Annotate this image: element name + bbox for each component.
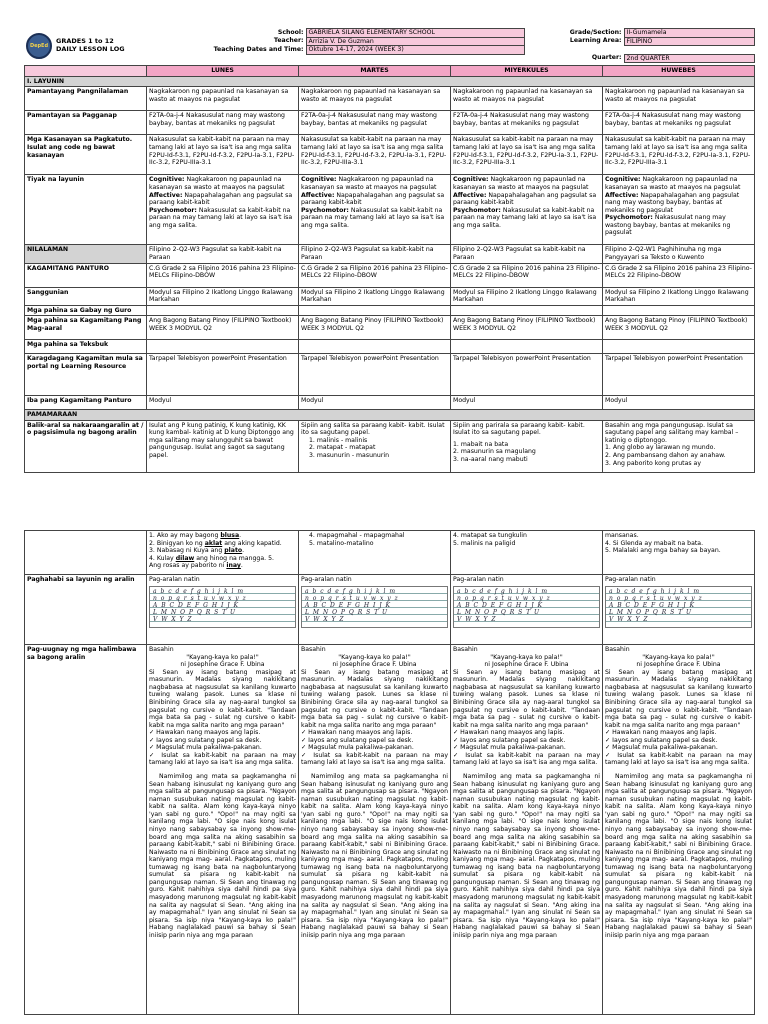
cell: Modyul sa Filipino 2 Ikatlong Linggo Ikalawang Markahan (603, 287, 755, 305)
cursive-line: A B C D E F G H I J K (609, 601, 696, 609)
row-pangnilalaman (25, 87, 755, 111)
cell: Tarpapel Telebisyon powerPoint Presentation (603, 354, 755, 396)
cell (451, 531, 603, 575)
caption: Pag-aralan natin (453, 576, 504, 583)
day-martes: MARTES (299, 66, 451, 77)
story-paragraph: Si Sean ay isang batang masipag at masunurin. Madalas siyang nakikitang nagbabasa at nagsusulat sa kanilang kuwarto tuwing walang pasok. Lunes sa klase ni Binibining Grace sila ay nag-aaral tungkol sa pagsulat ng cursive o kabit-kabit. "Tandaan mga bata sa pag - sulat ng cursive o kabit-kabit na mga salita narito ang mga paraan" (605, 668, 752, 729)
deped-seal-logo (26, 33, 52, 59)
cognitive-label: Cognitive: (605, 176, 641, 184)
story-paragraph: Namimilog ang mata sa pagkamangha ni Sean habang isinusulat ng kaniyang guro ang mga salita at pangungusap sa pisara. "Ngayon naman susubukan nating magsulat ng kabit-kabit na salita. Alam kong kaya-kaya ninyo 'yan sabi ng guro." "Opo!" na may ngiti sa kanilang mga labi. "O sige nais kong isulat ninyo nang sabaysabay sa inyong show-me-board ang mga salita na aking sasabihin sa paraang kabit-kabit," sabi ni Binibining Grace. Naiwasto na ni Binibining Grace ang sinulat ng kaniyang mga mag- aaral. Pagkatapos, muling tumawag ng isang bata na nagboluntaryong sumulat sa pisara ng kabit-kabit na pangungusap naman. Si Sean ang tinawag ng guro. Kahit nahihiya siya dahil hindi pa siya masyadong marunong magsulat ng kabit-kabit na salita ay nagsulat si Sean. "Ang aking ina ay mapagmahal." Iyan ang sinulat ni Sean sa pisara. Sa isip niya "Kayang-kaya ko pala!" Habang naglalakad pauwi sa bahay si Sean iniisip parin niya ang mga paraan (149, 773, 296, 939)
row-label: Paghahabi sa layunin ng aralin (25, 575, 147, 645)
cell (147, 531, 299, 575)
list-item: 1. malinis - malinis (309, 436, 368, 444)
cell: Nakasusulat sa kabit-kabit na paraan na may tamang laki at layo sa isa't isa ang mga salita F2PU-Id-f-3.1, F2PU-Id-f-3.2, F2PU-Ia-3.1, F2PU-IIc-3.2, F2PU-IIIa-3.1 (299, 135, 451, 175)
cursive-line: V W X Y Z (153, 615, 193, 623)
cursive-line: L M N O P Q R S T U (609, 608, 693, 616)
dates-value: Oktubre 14-17, 2024 (WEEK 3) (306, 46, 524, 55)
story-author: ni Josephine Grace F. Ubina (332, 661, 417, 669)
section-pamamaraan: PAMAMARAAN (25, 410, 755, 421)
cell: C.G Grade 2 sa Filipino 2016 pahina 23 Filipino-MELCs Filipino-DBOW (147, 263, 299, 287)
list-item: mansanas. (605, 532, 639, 539)
cursive-alphabet-chart (453, 586, 600, 628)
row-magaaral (25, 316, 755, 340)
row-iba (25, 396, 755, 410)
cursive-line: a b c d e f g h i j k l m (153, 587, 245, 595)
check-item: ✓ Magsulat mula pakaliwa-pakanan. (453, 744, 566, 752)
cell: Nagkakaroon ng papaunlad na kasanayan sa wasto at maayos na pagsulat (299, 87, 451, 111)
cell: Tarpapel Telebisyon powerPoint Presentation (147, 354, 299, 396)
basahin-label: Basahin (301, 646, 326, 653)
cursive-line: n o p q r s t u v w x y z (305, 594, 399, 602)
cell: Modyul (451, 396, 603, 410)
row-label: Mga pahina sa Gabay ng Guro (25, 305, 147, 316)
affective-text: Napapahalagahan ang pagsulat sa paraang kabit-kabit (301, 191, 445, 207)
psychomotor-text: Nakasusulat sa kabit-kabit na paraan na may tamang laki at layo sa isa't isa ang mga salita. (453, 206, 597, 229)
logo-text: DepEd (29, 42, 49, 49)
cursive-line: L M N O P Q R S T U (153, 608, 237, 616)
cursive-line: a b c d e f g h i j k l m (305, 587, 397, 595)
grade-value: II-Gumamela (624, 29, 754, 38)
check-item: ✓ Isulat sa kabit-kabit na paraan na may tamang laki at layo sa isa't isa ang mga salita. (605, 751, 752, 767)
area-value: FILIPINO (624, 37, 754, 46)
basahin-label: Basahin (605, 646, 630, 653)
cursive-line: V W X Y Z (305, 615, 345, 623)
cell: Nagkakaroon ng papaunlad na kasanayan sa wasto at maayos na pagsulat (451, 87, 603, 111)
text: ang hinog na mangga. 5. (194, 554, 274, 562)
check-item: ✓ Isulat sa kabit-kabit na paraan na may tamang laki at layo sa isa't isa ang mga salita. (453, 751, 600, 767)
cursive-alphabet-chart (301, 586, 448, 628)
text: 4. Kulay (149, 554, 176, 562)
story-cell (147, 645, 299, 1015)
psychomotor-label: Psychomotor: (605, 214, 653, 222)
row-teksbuk (25, 340, 755, 354)
day-huwebes: HUWEBES (603, 66, 755, 77)
cursive-line: A B C D E F G H I J K (457, 601, 544, 609)
cell: F2TA-0a-j-4 Nakasusulat nang may wastong baybay, bantas at mekaniks ng pagsulat (451, 111, 603, 135)
psychomotor-text: Nakasusulat nang may wastong baybay, bantas at mekaniks ng pagsulat (605, 214, 731, 237)
psychomotor-label: Psychomotor: (301, 206, 349, 214)
list-item: 4. mapagmahal - mapagmahal (309, 532, 405, 539)
teacher-label: Teacher: (273, 37, 304, 45)
cursive-line: n o p q r s t u v w x y z (457, 594, 551, 602)
cognitive-label: Cognitive: (301, 176, 337, 184)
psychomotor-label: Psychomotor: (453, 206, 501, 214)
story-author: ni Josephine Grace F. Ubina (180, 661, 265, 669)
cursive-line: V W X Y Z (457, 615, 497, 623)
list-item: 5. Malalaki ang mga bahay sa bayan. (605, 547, 721, 555)
underlined-word: blusa (220, 532, 240, 539)
cell (603, 420, 755, 472)
basahin-label: Basahin (149, 646, 174, 653)
row-label: Iba pang Kagamitang Panturo (25, 396, 147, 410)
affective-label: Affective: (453, 191, 487, 199)
cursive-alphabet-chart (605, 586, 752, 628)
story-paragraph: Namimilog ang mata sa pagkamangha ni Sean habang isinusulat ng kaniyang guro ang mga salita at pangungusap sa pisara. "Ngayon naman susubukan nating magsulat ng kabit-kabit na salita. Alam kong kaya-kaya ninyo 'yan sabi ng guro." "Opo!" na may ngiti sa kanilang mga labi. "O sige nais kong isulat ninyo nang sabaysabay sa inyong show-me-board ang mga salita na aking sasabihin sa paraang kabit-kabit," sabi ni Binibining Grace. Naiwasto na ni Binibining Grace ang sinulat ng kaniyang mga mag- aaral. Pagkatapos, muling tumawag ng isang bata na nagboluntaryong sumulat sa pisara ng kabit-kabit na pangungusap naman. Si Sean ang tinawag ng guro. Kahit nahihiya siya dahil hindi pa siya masyadong marunong magsulat ng kabit-kabit na salita ay nagsulat si Sean. "Ang aking ina ay mapagmahal." Iyan ang sinulat ni Sean sa pisara. Sa isip niya "Kayang-kaya ko pala!" Habang naglalakad pauwi sa bahay si Sean iniisip parin niya ang mga paraan (453, 773, 600, 939)
text: Ang rosas ay paborito ni (149, 562, 227, 570)
list-item: 4. Si Glenda ay mabait na bata. (605, 539, 704, 547)
story-title: "Kayang-kaya ko pala!" (490, 653, 563, 661)
cell (299, 531, 451, 575)
underlined-word: plato (224, 547, 243, 555)
cognitive-text: Nagkakaroon ng papaunlad na kasanayan sa wasto at maayos na pagsulat (453, 176, 589, 191)
cell: Modyul (299, 396, 451, 410)
cell: Modyul sa Filipino 2 Ikatlong Linggo Ikalawang Markahan (299, 287, 451, 305)
row-gabay (25, 305, 755, 316)
story-paragraph: Si Sean ay isang batang masipag at masunurin. Madalas siyang nakikitang nagbabasa at nagsusulat sa kanilang kuwarto tuwing walang pasok. Lunes sa klase ni Binibining Grace sila ay nag-aaral tungkol sa pagsulat ng cursive o kabit-kabit. "Tandaan mga bata sa pag - sulat ng cursive o kabit-kabit na mga salita narito ang mga paraan" (453, 668, 600, 729)
cell: F2TA-0a-j-4 Nakasusulat nang may wastong baybay, bantas at mekaniks ng pagsulat (603, 111, 755, 135)
psychomotor-text: Nakasusulat sa kabit-kabit na paraan na may tamang laki at layo sa isa't isa ang mga salita. (301, 206, 445, 229)
row-label: Mga pahina sa Teksbuk (25, 340, 147, 354)
cell: Isulat ang P kung patinig, K kung katinig, KK kung kambal- katinig at D kung Diptonggo ang mga salitang may salungguhit sa bawat pangungusap. Isulat ang sagot sa sagutang papel. (147, 420, 299, 472)
cognitive-label: Cognitive: (453, 176, 489, 184)
cell: Modyul (603, 396, 755, 410)
cell: Filipino 2-Q2-W3 Pagsulat sa kabit-kabit na Paraan (451, 245, 603, 263)
lesson-table (24, 65, 755, 473)
cell (147, 575, 299, 645)
area-label: Learning Area: (569, 37, 622, 45)
check-item: ✓ Magsulat mula pakaliwa-pakanan. (605, 744, 718, 752)
row-label: NILALAMAN (25, 245, 147, 263)
row-label: Pamantayan sa Pagganap (25, 111, 147, 135)
day-miyerkules: MIYERKULES (451, 66, 603, 77)
list-item: 4. matapat sa tungkulin (453, 532, 527, 539)
check-item: ✓ Hawakan nang maayos ang lapis. (149, 729, 261, 737)
cursive-line: L M N O P Q R S T U (457, 608, 541, 616)
cell: Ang Bagong Batang Pinoy (FILIPINO Textbook) WEEK 3 MODYUL Q2 (451, 316, 603, 340)
story-cell (603, 645, 755, 1015)
lesson-log-page-2 (24, 530, 754, 1024)
cursive-line: a b c d e f g h i j k l m (457, 587, 549, 595)
cell: Modyul sa Filipino 2 Ikatlong Linggo Ikalawang Markahan (147, 287, 299, 305)
cell (603, 575, 755, 645)
story-author: ni Josephine Grace F. Ubina (484, 661, 569, 669)
list-item: 2. Ang pambansang dahon ay anahaw. (605, 452, 726, 459)
cursive-alphabet-chart (149, 586, 296, 628)
cell (451, 420, 603, 472)
instruction: Sipiin ang salita sa paraang kabit- kabit. Isulat ito sa sagutang papel. (301, 421, 445, 437)
cell (451, 575, 603, 645)
row-balik-continued (25, 531, 755, 575)
cognitive-text: Nagkakaroon ng papaunlad na kasanayan sa wasto at maayos na pagsulat (149, 176, 285, 191)
row-paguugnay (25, 645, 755, 1015)
underlined-word: aklat (204, 539, 223, 547)
list-item: 1. mabait na bata (453, 440, 509, 448)
text: ang aking kapatid. (222, 539, 282, 547)
quarter-value: 2nd QUARTER (624, 54, 754, 63)
affective-text: Napapahalagahan ang pagsulat nang may wastong baybay, bantas at mekaniks ng pagsulat (605, 191, 740, 214)
cognitive-text: Nagkakaroon ng papaunlad na kasanayan sa wasto at maayos na pagsulat (301, 176, 437, 191)
cell (299, 420, 451, 472)
story-paragraph: Namimilog ang mata sa pagkamangha ni Sean habang isinusulat ng kaniyang guro ang mga salita at pangungusap sa pisara. "Ngayon naman susubukan nating magsulat ng kabit-kabit na salita. Alam kong kaya-kaya ninyo 'yan sabi ng guro." "Opo!" na may ngiti sa kanilang mga labi. "O sige nais kong isulat ninyo nang sabaysabay sa inyong show-me-board ang mga salita na aking sasabihin sa paraang kabit-kabit," sabi ni Binibining Grace. Naiwasto na ni Binibining Grace ang sinulat ng kaniyang mga mag- aaral. Pagkatapos, muling tumawag ng isang bata na nagboluntaryong sumulat sa pisara ng kabit-kabit na pangungusap naman. Si Sean ang tinawag ng guro. Kahit nahihiya siya dahil hindi pa siya masyadong marunong magsulat ng kabit-kabit na salita ay nagsulat si Sean. "Ang aking ina ay mapagmahal." Iyan ang sinulat ni Sean sa pisara. Sa isip niya "Kayang-kaya ko pala!" Habang naglalakad pauwi sa bahay si Sean iniisip parin niya ang mga paraan (605, 773, 752, 939)
check-item: ✓ Iayos ang sulatang papel sa desk. (605, 736, 718, 744)
cell (603, 531, 755, 575)
cell: Nakasusulat sa kabit-kabit na paraan na may tamang laki at layo sa isa't isa ang mga salita F2PU-Id-f-3.1, F2PU-Id-f-3.2, F2PU-Ia-3.1, F2PU-IIc-3.2, F2PU-IIIa-3.1 (451, 135, 603, 175)
log-title: DAILY LESSON LOG (56, 44, 125, 53)
row-label: Pag-uugnay ng mga halimbawa sa bagong aralin (25, 645, 147, 1015)
section-layunin: I. LAYUNIN (25, 76, 755, 87)
cell (299, 175, 451, 245)
story-title: "Kayang-kaya ko pala!" (338, 653, 411, 661)
cell: Tarpapel Telebisyon powerPoint Presentation (451, 354, 603, 396)
cell: C.G Grade 2 sa Filipino 2016 pahina 23 Filipino-MELCs 22 Filipino-DBOW (299, 263, 451, 287)
underlined-word: dilaw (175, 554, 195, 562)
cell: Ang Bagong Batang Pinoy (FILIPINO Textbook) WEEK 3 MODYUL Q2 (603, 316, 755, 340)
cell: Nakasusulat sa kabit-kabit na paraan na may tamang laki at layo sa isa't isa ang mga salita F2PU-Id-f-3.1, F2PU-Id-f-3.2, F2PU-Ia-3.1, F2PU-IIc-3.2, F2PU-IIIa-3.1 (603, 135, 755, 175)
basahin-label: Basahin (453, 646, 478, 653)
text: . (239, 532, 242, 539)
psychomotor-text: Nakasusulat sa kabit-kabit na paraan na may tamang laki at layo sa isa't isa ang mga salita. (149, 206, 293, 229)
cursive-line: n o p q r s t u v w x y z (153, 594, 247, 602)
cell: Filipino 2-Q2-W1 Paghihinuha ng mga Pangyayari sa Teksto o Kuwento (603, 245, 755, 263)
list-item: 1. Ang globo ay larawan ng mundo. (605, 444, 716, 452)
list-item: 2. matapat - matapat (309, 444, 376, 452)
check-item: ✓ Isulat sa kabit-kabit na paraan na may tamang laki at layo sa isa't isa ang mga salita. (149, 751, 296, 767)
row-panturo (25, 263, 755, 287)
lesson-log-page-1 (24, 28, 754, 488)
cognitive-text: Nagkakaroon ng papaunlad na kasanayan sa wasto at maayos na pagsulat (605, 176, 741, 191)
cell: Ang Bagong Batang Pinoy (FILIPINO Textbook) WEEK 3 MODYUL Q2 (299, 316, 451, 340)
check-item: ✓ Isulat sa kabit-kabit na paraan na may tamang laki at layo sa isa't isa ang mga salita. (301, 751, 448, 767)
story-cell (451, 645, 603, 1015)
row-karagdagang (25, 354, 755, 396)
cursive-line: a b c d e f g h i j k l m (609, 587, 701, 595)
row-label: Tiyak na layunin (25, 175, 147, 245)
cell (299, 575, 451, 645)
check-item: ✓ Hawakan nang maayos ang lapis. (605, 729, 717, 737)
cognitive-label: Cognitive: (149, 176, 185, 184)
affective-label: Affective: (301, 191, 335, 199)
day-lunes: LUNES (147, 66, 299, 77)
cell: Tarpapel Telebisyon powerPoint Presentation (299, 354, 451, 396)
list-item: 5. malinis na paligid (453, 539, 516, 547)
check-item: ✓ Iayos ang sulatang papel sa desk. (149, 736, 262, 744)
psychomotor-label: Psychomotor: (149, 206, 197, 214)
caption: Pag-aralan natin (301, 576, 352, 583)
affective-text: Napapahalagahan ang pagsulat sa paraang kabit-kabit (149, 191, 293, 207)
cell: Nakasusulat sa kabit-kabit na paraan na may tamang laki at layo sa isa't isa ang mga salita F2PU-Id-f-3.1, F2PU-Id-f-3.2, F2PU-Ia-3.1, F2PU-IIc-3.2, F2PU-IIIa-3.1 (147, 135, 299, 175)
instruction: Basahin ang mga pangungusap. Isulat sa sagutang papel ang salitang may kambal – katinig o diptonggo. (605, 421, 739, 444)
check-item: ✓ Hawakan nang maayos ang lapis. (301, 729, 413, 737)
list-item: 2. masunurin sa magulang (453, 448, 536, 456)
list-item: 5. matalino-matalino (309, 539, 374, 547)
text: 1. Ako ay may bagong (149, 532, 221, 539)
school-value: GABRIELA SILANG ELEMENTARY SCHOOL (306, 29, 524, 38)
cell: Modyul sa Filipino 2 Ikatlong Linggo Ikalawang Markahan (451, 287, 603, 305)
row-pagganap (25, 111, 755, 135)
cell (451, 175, 603, 245)
cell: Filipino 2-Q2-W3 Pagsulat sa kabit-kabit na Paraan (147, 245, 299, 263)
check-item: ✓ Hawakan nang maayos ang lapis. (453, 729, 565, 737)
cursive-line: n o p q r s t u v w x y z (609, 594, 703, 602)
grade-label: Grade/Section: (569, 28, 622, 36)
underlined-word: inay (226, 562, 241, 570)
list-item: 3. na-aaral nang mabuti (453, 456, 528, 463)
check-item: ✓ Iayos ang sulatang papel sa desk. (301, 736, 414, 744)
affective-label: Affective: (149, 191, 183, 199)
instruction: Sipiin ang parirala sa paraang kabit- kabit. Isulat ito sa sagutang papel. (453, 421, 585, 437)
cell (603, 175, 755, 245)
story-title: "Kayang-kaya ko pala!" (642, 653, 715, 661)
cursive-line: L M N O P Q R S T U (305, 608, 389, 616)
row-label: KAGAMITANG PANTURO (25, 263, 147, 287)
story-paragraph: Namimilog ang mata sa pagkamangha ni Sean habang isinusulat ng kaniyang guro ang mga salita at pangungusap sa pisara. "Ngayon naman susubukan nating magsulat ng kabit-kabit na salita. Alam kong kaya-kaya ninyo 'yan sabi ng guro." "Opo!" na may ngiti sa kanilang mga labi. "O sige nais kong isulat ninyo nang sabaysabay sa inyong show-me-board ang mga salita na aking sasabihin sa paraang kabit-kabit," sabi ni Binibining Grace. Naiwasto na ni Binibining Grace ang sinulat ng kaniyang mga mag- aaral. Pagkatapos, muling tumawag ng isang bata na nagboluntaryong sumulat sa pisara ng kabit-kabit na pangungusap naman. Si Sean ang tinawag ng guro. Kahit nahihiya siya dahil hindi pa siya masyadong marunong magsulat ng kabit-kabit na salita ay nagsulat si Sean. "Ang aking ina ay mapagmahal." Iyan ang sinulat ni Sean sa pisara. Sa isip niya "Kayang-kaya ko pala!" Habang naglalakad pauwi sa bahay si Sean iniisip parin niya ang mga paraan (301, 773, 448, 939)
teacher-value: Arrizia V. De Guzman (306, 37, 524, 46)
row-sanggunian (25, 287, 755, 305)
dates-label: Teaching Dates and Time: (213, 45, 304, 53)
cursive-line: A B C D E F G H I J K (305, 601, 392, 609)
story-title: "Kayang-kaya ko pala!" (186, 653, 259, 661)
affective-text: Napapahalagahan ang pagsulat sa paraang kabit-kabit (453, 191, 597, 207)
header-table (24, 28, 755, 63)
caption: Pag-aralan natin (605, 576, 656, 583)
school-label: School: (277, 28, 304, 36)
story-cell (299, 645, 451, 1015)
grades-title: GRADES 1 to 12 (56, 36, 114, 45)
affective-label: Affective: (605, 191, 639, 199)
cursive-line: V W X Y Z (609, 615, 649, 623)
row-balik (25, 420, 755, 472)
quarter-label: Quarter: (591, 54, 622, 62)
row-label: Mga pahina sa Kagamitang Pang Mag-aaral (25, 316, 147, 340)
list-item: 3. Ang paborito kong prutas ay (605, 459, 702, 467)
caption: Pag-aralan natin (149, 576, 200, 583)
cell: C.G Grade 2 sa Filipino 2016 pahina 23 Filipino-MELCs 22 Filipino-DBOW (603, 263, 755, 287)
cell: F2TA-0a-j-4 Nakasusulat nang may wastong baybay, bantas at mekaniks ng pagsulat (299, 111, 451, 135)
row-tiyak (25, 175, 755, 245)
row-nilalaman (25, 245, 755, 263)
text: 2. Binigyan ko ng (149, 539, 205, 547)
row-kasanayan (25, 135, 755, 175)
row-paghahabi (25, 575, 755, 645)
cell: Filipino 2-Q2-W3 Pagsulat sa kabit-kabit na Paraan (299, 245, 451, 263)
cell: Nagkakaroon ng papaunlad na kasanayan sa wasto at maayos na pagsulat (147, 87, 299, 111)
story-paragraph: Si Sean ay isang batang masipag at masunurin. Madalas siyang nakikitang nagbabasa at nagsusulat sa kanilang kuwarto tuwing walang pasok. Lunes sa klase ni Binibining Grace sila ay nag-aaral tungkol sa pagsulat ng cursive o kabit-kabit. "Tandaan mga bata sa pag - sulat ng cursive o kabit-kabit na mga salita narito ang mga paraan" (149, 668, 296, 729)
row-label: Sanggunian (25, 287, 147, 305)
row-label: Mga Kasanayan sa Pagkatuto. Isulat ang code ng bawat kasanayan (25, 135, 147, 175)
cell: Nagkakaroon ng papaunlad na kasanayan sa wasto at maayos na pagsulat (603, 87, 755, 111)
check-item: ✓ Magsulat mula pakaliwa-pakanan. (301, 744, 414, 752)
list-item: 3. masunurin - masunurin (309, 452, 390, 459)
text: 3. Nabasag ni Kuya ang (149, 547, 225, 555)
story-author: ni Josephine Grace F. Ubina (636, 661, 721, 669)
text: . (240, 562, 243, 570)
cursive-line: A B C D E F G H I J K (153, 601, 240, 609)
days-header-row (25, 66, 755, 77)
check-item: ✓ Iayos ang sulatang papel sa desk. (453, 736, 566, 744)
row-label: Pamantayang Pangnilalaman (25, 87, 147, 111)
lesson-table-continued (24, 530, 755, 1015)
row-label: Karagdagang Kagamitan mula sa portal ng Learning Resource (25, 354, 147, 396)
cell: Modyul (147, 396, 299, 410)
cell: F2TA-0a-j-4 Nakasusulat nang may wastong baybay, bantas at mekaniks ng pagsulat (147, 111, 299, 135)
text: . (242, 547, 245, 555)
cell: C.G Grade 2 sa Filipino 2016 pahina 23 Filipino-MELCs 22 Filipino-DBOW (451, 263, 603, 287)
cell: Ang Bagong Batang Pinoy (FILIPINO Textbook) WEEK 3 MODYUL Q2 (147, 316, 299, 340)
check-item: ✓ Magsulat mula pakaliwa-pakanan. (149, 744, 262, 752)
story-paragraph: Si Sean ay isang batang masipag at masunurin. Madalas siyang nakikitang nagbabasa at nagsusulat sa kanilang kuwarto tuwing walang pasok. Lunes sa klase ni Binibining Grace sila ay nag-aaral tungkol sa pagsulat ng cursive o kabit-kabit. "Tandaan mga bata sa pag - sulat ng cursive o kabit-kabit na mga salita narito ang mga paraan" (301, 668, 448, 729)
cell (147, 175, 299, 245)
row-label: Balik-aral sa nakaraangaralin at / o pagsisimula ng bagong aralin (25, 420, 147, 472)
